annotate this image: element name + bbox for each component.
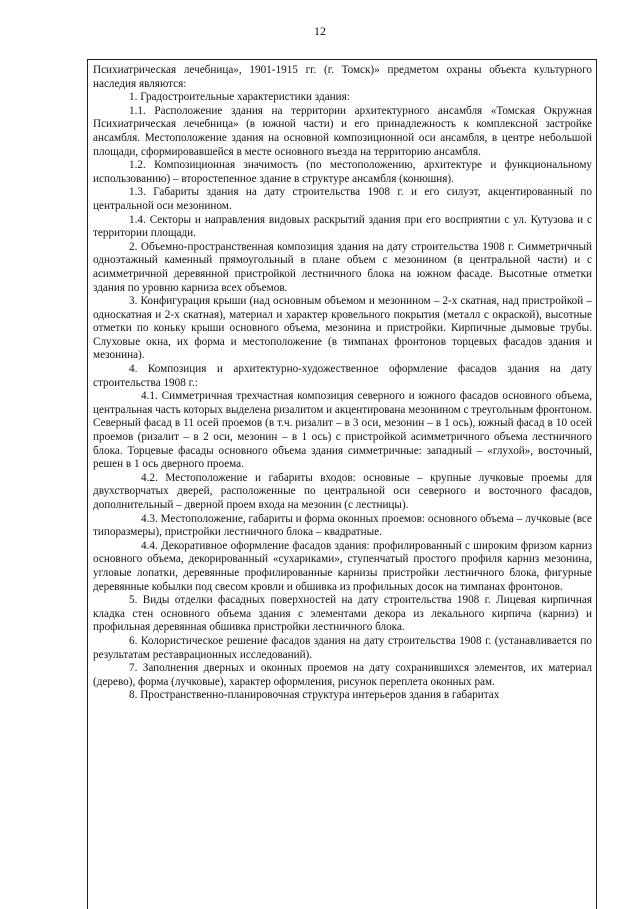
paragraph-4: 4. Композиция и архитектурно-художественное оформление фасадов здания на дату строительства 1908 г.:	[93, 363, 592, 389]
paragraph-4-3: 4.3. Местоположение, габариты и форма оконных проемов: основного объема – лучковые (все типоразмеры), пристройки лестничного блока – квадратные.	[93, 512, 592, 539]
paragraph-1: 1. Градостроительные характеристики здания:	[129, 91, 350, 104]
paragraph-4-4: 4.4. Декоративное оформление фасадов здания: профилированный с широким фризом карниз основного объема, декорированный «сухариками», ступенчатый простого профиля карниз мезонина, угловые лопатки, деревянные профилированные карнизы пристройки лестничного блока, фигурные деревянные кобылки под свесом кровли и обшивка из профильных досок на тимпанах фронтонов.	[93, 539, 592, 593]
paragraph-3: 3. Конфигурация крыши (над основным объемом и мезонином – 2-х скатная, над пристройкой – односкатная и 2-х скатная), материал и характер кровельного покрытия (металл с окраской), высотные отметки по коньку крыши основного объема, мезонина и пристройки. Кирпичные дымовые трубы. Слуховые окна, их форма и местоположение (в тимпанах фронтонов торцевых фасадов здания и мезонина).	[93, 295, 592, 362]
paragraph-7: 7. Заполнения дверных и оконных проемов на дату сохранившихся элементов, их материал (дерево), форма (лучковые), характер оформления, рисунок переплета оконных рам.	[93, 662, 592, 688]
page-number: 12	[314, 24, 326, 38]
paragraph-4-1: 4.1. Симметричная трехчастная композиция северного и южного фасадов основного объема, центральная часть которых выделена ризалитом и акцентирована мезонином с треугольным фронтоном. Северный фасад в 11 осей проемов (в т.ч. ризалит – в 3 оси, мезонин – в 1 ось), южный фасад в 10 осей проемов (ризалит – в 2 оси, мезонин – в 1 ось) с пристройкой асимметричного объема лестничного блока. Торцевые фасады основного объема здания симметричные: западный – «глухой», восточный, решен в 1 ось дверного проема.	[93, 390, 592, 471]
document-body	[87, 59, 597, 909]
paragraph-1-2: 1.2. Композиционная значимость (по местоположению, архитектуре и функциональному использованию) – второстепенное здание в структуре ансамбля (конюшня).	[93, 159, 592, 185]
paragraph-8: 8. Пространственно-планировочная структура интерьеров здания в габаритах	[129, 689, 500, 702]
paragraph-1-3: 1.3. Габариты здания на дату строительства 1908 г. и его силуэт, акцентированный по центральной оси мезонином.	[93, 186, 592, 212]
paragraph-2: 2. Объемно-пространственная композиция здания на дату строительства 1908 г. Симметричный одноэтажный каменный прямоугольный в плане объем с мезонином (в центральной части) и с асимметричной деревянной пристройкой лестничного блока на южном фасаде. Высотные отметки здания по уровню карниза всех объемов.	[93, 240, 592, 294]
paragraph-4-2: 4.2. Местоположение и габариты входов: основные – крупные лучковые проемы для двухстворчатых дверей, расположенные по центральной оси северного и восточного фасадов, дополнительный – дверной проем входа на мезонин (с лестницы).	[93, 471, 592, 511]
paragraph-1-1: 1.1. Расположение здания на территории архитектурного ансамбля «Томская Окружная Психиатрическая лечебница» (в южной части) и его принадлежность к комплексной застройке ансамбля. Местоположение здания на основной композиционной оси ансамбля, в центре небольшой площади, сформировавшейся в месте основного въезда на территорию ансамбля.	[93, 104, 592, 158]
paragraph-6: 6. Колористическое решение фасадов здания на дату строительства 1908 г. (устанавливается по результатам реставрационных исследований).	[93, 634, 592, 661]
paragraph-intro: Психиатрическая лечебница», 1901-1915 гг. (г. Томск)» предметом охраны объекта культурного наследия являются:	[93, 64, 592, 90]
paragraph-1-4: 1.4. Секторы и направления видовых раскрытий здания при его восприятии с ул. Кутузова и с территории площади.	[93, 213, 592, 240]
paragraph-5: 5. Виды отделки фасадных поверхностей на дату строительства 1908 г. Лицевая кирпичная кладка стен основного объема здания с элементами декора из лекального кирпича (карниз) и профильная деревянная обшивка пристройки лестничного блока.	[93, 594, 592, 634]
